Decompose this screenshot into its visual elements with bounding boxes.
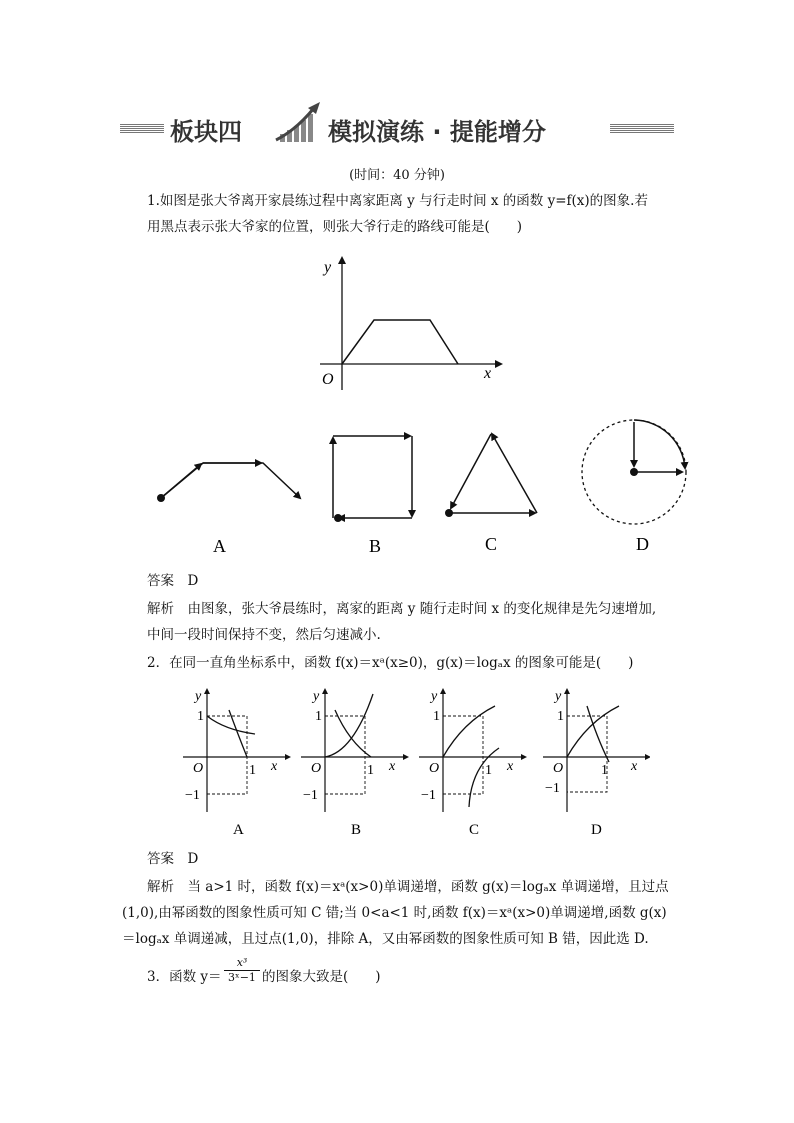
svg-text:−1: −1: [421, 788, 436, 803]
q2-graph-options: [175, 682, 650, 842]
svg-text:O: O: [311, 761, 322, 776]
option-c-label: C: [485, 534, 498, 554]
svg-text:1: 1: [557, 709, 564, 724]
q2-analysis-line3: ＝logₐx 单调递减，且过点(1,0)，排除 A，又由幂函数的图象性质可知 B 错，因此选 D.: [122, 931, 649, 947]
q1-graph-y-label: y: [324, 259, 332, 276]
chart-arrow-icon: [270, 100, 324, 146]
option-b-route: [333, 436, 412, 522]
svg-text:y: y: [431, 689, 438, 704]
option-a-label: A: [213, 536, 226, 556]
banner-stripe-right: [610, 124, 674, 134]
q2-panel-d-label: D: [591, 822, 602, 838]
q2-panel-c-label: C: [469, 822, 480, 838]
q2-panel-c: [419, 688, 527, 838]
svg-text:x: x: [271, 759, 278, 774]
q2-panel-d: [543, 688, 650, 838]
option-d-route: [582, 420, 686, 524]
q3-numerator: x³: [236, 956, 248, 969]
q1-analysis-line1: 解析 由图象，张大爷晨练时，离家的距离 y 随行走时间 x 的变化规律是先匀速增加,: [147, 601, 657, 617]
time-note: (时间：40 分钟): [349, 168, 445, 183]
q1-graph-origin: O: [322, 371, 334, 388]
q2-analysis-line1: 解析 当 a>1 时，函数 f(x)＝xᵃ(x>0)单调递增，函数 g(x)＝logₐx 单调递增，且过点: [147, 879, 669, 895]
option-d-label: D: [636, 534, 649, 554]
q1-graph-x-label: x: [484, 365, 492, 382]
svg-text:y: y: [313, 689, 320, 704]
q2-panel-a-label: A: [233, 822, 244, 838]
q1-distance-graph: [310, 250, 510, 400]
q3-denominator: 3ˣ−1: [228, 971, 256, 984]
svg-text:1: 1: [249, 763, 256, 778]
svg-text:−1: −1: [185, 788, 200, 803]
option-c-route: [445, 434, 537, 517]
q1-answer: 答案 D: [147, 573, 199, 589]
svg-text:1: 1: [601, 763, 608, 778]
svg-text:O: O: [429, 761, 440, 776]
q1-line2: 用黑点表示张大爷家的位置，则张大爷行走的路线可能是( ): [147, 219, 523, 235]
q1-analysis-line2: 中间一段时间保持不变，然后匀速减小.: [147, 627, 381, 643]
banner-block-label: 板块四: [170, 118, 242, 146]
svg-text:−1: −1: [545, 781, 560, 796]
q3-fraction: [224, 956, 260, 985]
q2-panel-b: [301, 688, 409, 838]
q3-suffix: 的图象大致是( ): [262, 969, 381, 985]
q2-line1: 2．在同一直角坐标系中，函数 f(x)＝xᵃ(x≥0)，g(x)＝logₐx 的图象可能是( ): [147, 655, 634, 671]
option-b-label: B: [369, 536, 382, 556]
svg-text:y: y: [555, 689, 562, 704]
svg-text:x: x: [507, 759, 514, 774]
svg-text:1: 1: [315, 709, 322, 724]
svg-text:x: x: [631, 759, 638, 774]
svg-text:x: x: [389, 759, 396, 774]
q3-prefix: 3．函数 y＝: [147, 969, 222, 985]
q1-route-options: [145, 408, 695, 563]
q2-answer: 答案 D: [147, 851, 199, 867]
svg-text:O: O: [193, 761, 204, 776]
q2-panel-b-label: B: [351, 822, 362, 838]
option-a-route: [157, 463, 300, 502]
banner-stripe-left: [120, 124, 164, 134]
svg-text:1: 1: [485, 763, 492, 778]
svg-text:1: 1: [367, 763, 374, 778]
q2-panel-a: [183, 688, 291, 838]
svg-text:y: y: [195, 689, 202, 704]
q1-line1: 1.如图是张大爷离开家晨练过程中离家距离 y 与行走时间 x 的函数 y=f(x)的图象.若: [147, 193, 648, 209]
svg-text:1: 1: [433, 709, 440, 724]
svg-text:−1: −1: [303, 788, 318, 803]
svg-text:1: 1: [197, 709, 204, 724]
q2-analysis-line2: (1,0),由幂函数的图象性质可知 C 错;当 0<a<1 时,函数 f(x)＝xᵃ(x>0)单调递增,函数 g(x): [122, 905, 667, 921]
banner-title: 模拟演练 · 提能增分: [328, 118, 546, 146]
svg-text:O: O: [553, 761, 564, 776]
